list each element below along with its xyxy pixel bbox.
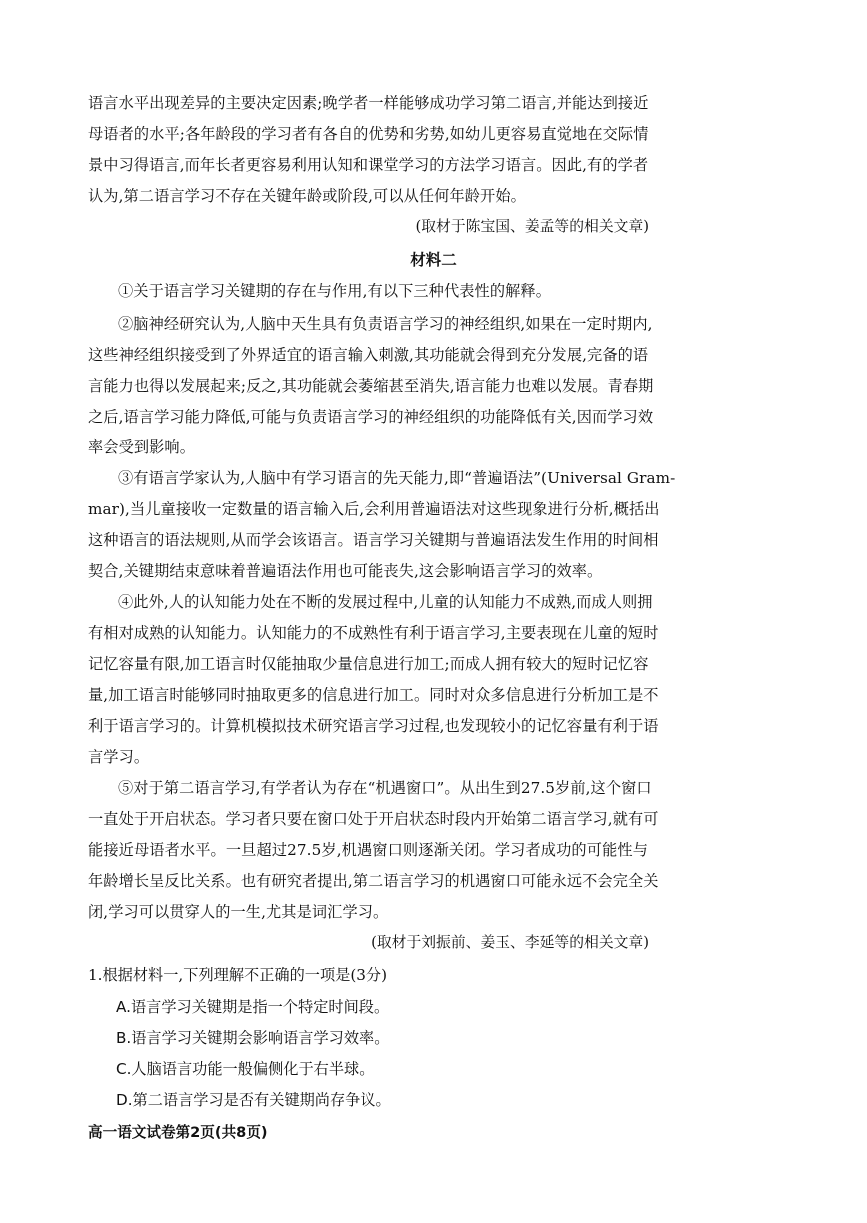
material2-line: 言能力也得以发展起来;反之,其功能就会萎缩甚至消失,语言能力也难以发展。青春期 bbox=[88, 377, 654, 395]
option-a: A.语言学习关键期是指一个特定时间段。 bbox=[116, 998, 390, 1016]
material2-line: 这些神经组织接受到了外界适宜的语言输入刺激,其功能就会得到充分发展,完备的语 bbox=[88, 346, 649, 364]
material2-heading: 材料二 bbox=[410, 251, 457, 269]
material2-line: ②脑神经研究认为,人脑中天生具有负责语言学习的神经组织,如果在一定时期内, bbox=[118, 315, 653, 333]
material2-line: 之后,语言学习能力降低,可能与负责语言学习的神经组织的功能降低有关,因而学习效 bbox=[88, 408, 654, 426]
material2-line: 量,加工语言时能够同时抽取更多的信息进行加工。同时对众多信息进行分析加工是不 bbox=[88, 686, 659, 704]
material2-line: 闭,学习可以贯穿人的一生,尤其是词汇学习。 bbox=[88, 903, 389, 921]
material1-line: 认为,第二语言学习不存在关键年龄或阶段,可以从任何年龄开始。 bbox=[88, 187, 526, 205]
material1-line: 语言水平出现差异的主要决定因素;晚学者一样能够成功学习第二语言,并能达到接近 bbox=[88, 94, 649, 112]
material2-line: 一直处于开启状态。学习者只要在窗口处于开启状态时段内开始第二语言学习,就有可 bbox=[88, 810, 659, 828]
material2-line: 言学习。 bbox=[88, 748, 150, 766]
material1-source: (取材于陈宝国、姜孟等的相关文章) bbox=[415, 218, 649, 235]
material2-line: ⑤对于第二语言学习,有学者认为存在“机遇窗口”。从出生到27.5岁前,这个窗口 bbox=[118, 779, 652, 797]
material2-line: 这种语言的语法规则,从而学会该语言。语言学习关键期与普遍语法发生作用的时间相 bbox=[88, 531, 659, 549]
material2-line: ③有语言学家认为,人脑中有学习语言的先天能力,即“普遍语法”(Universal Gram- bbox=[118, 469, 676, 487]
material2-line: ①关于语言学习关键期的存在与作用,有以下三种代表性的解释。 bbox=[118, 282, 551, 300]
material2-line: mar),当儿童接收一定数量的语言输入后,会利用普遍语法对这些现象进行分析,概括出 bbox=[88, 500, 660, 518]
material1-line: 景中习得语言,而年长者更容易利用认知和课堂学习的方法学习语言。因此,有的学者 bbox=[88, 156, 649, 174]
option-b: B.语言学习关键期会影响语言学习效率。 bbox=[116, 1029, 390, 1047]
material2-source: (取材于刘振前、姜玉、李延等的相关文章) bbox=[371, 934, 649, 951]
option-c: C.人脑语言功能一般偏侧化于右半球。 bbox=[116, 1060, 375, 1078]
option-d: D.第二语言学习是否有关键期尚存争议。 bbox=[116, 1091, 391, 1109]
material2-line: 记忆容量有限,加工语言时仅能抽取少量信息进行加工;而成人拥有较大的短时记忆容 bbox=[88, 655, 649, 673]
material2-line: 利于语言学习的。计算机模拟技术研究语言学习过程,也发现较小的记忆容量有利于语 bbox=[88, 717, 659, 735]
material2-line: 年龄增长呈反比关系。也有研究者提出,第二语言学习的机遇窗口可能永远不会完全关 bbox=[88, 872, 659, 890]
question-stem: 1.根据材料一,下列理解不正确的一项是(3分) bbox=[88, 966, 388, 984]
material2-line: 率会受到影响。 bbox=[88, 438, 196, 456]
page-footer: 高一语文试卷第2页(共8页) bbox=[88, 1124, 268, 1141]
material2-line: 能接近母语者水平。一旦超过27.5岁,机遇窗口则逐渐关闭。学习者成功的可能性与 bbox=[88, 841, 648, 859]
material2-line: ④此外,人的认知能力处在不断的发展过程中,儿童的认知能力不成熟,而成人则拥 bbox=[118, 593, 653, 611]
material2-line: 有相对成熟的认知能力。认知能力的不成熟性有利于语言学习,主要表现在儿童的短时 bbox=[88, 624, 659, 642]
material2-line: 契合,关键期结束意味着普遍语法作用也可能丧失,这会影响语言学习的效率。 bbox=[88, 562, 603, 580]
material1-line: 母语者的水平;各年龄段的学习者有各自的优势和劣势,如幼儿更容易直觉地在交际情 bbox=[88, 125, 649, 143]
